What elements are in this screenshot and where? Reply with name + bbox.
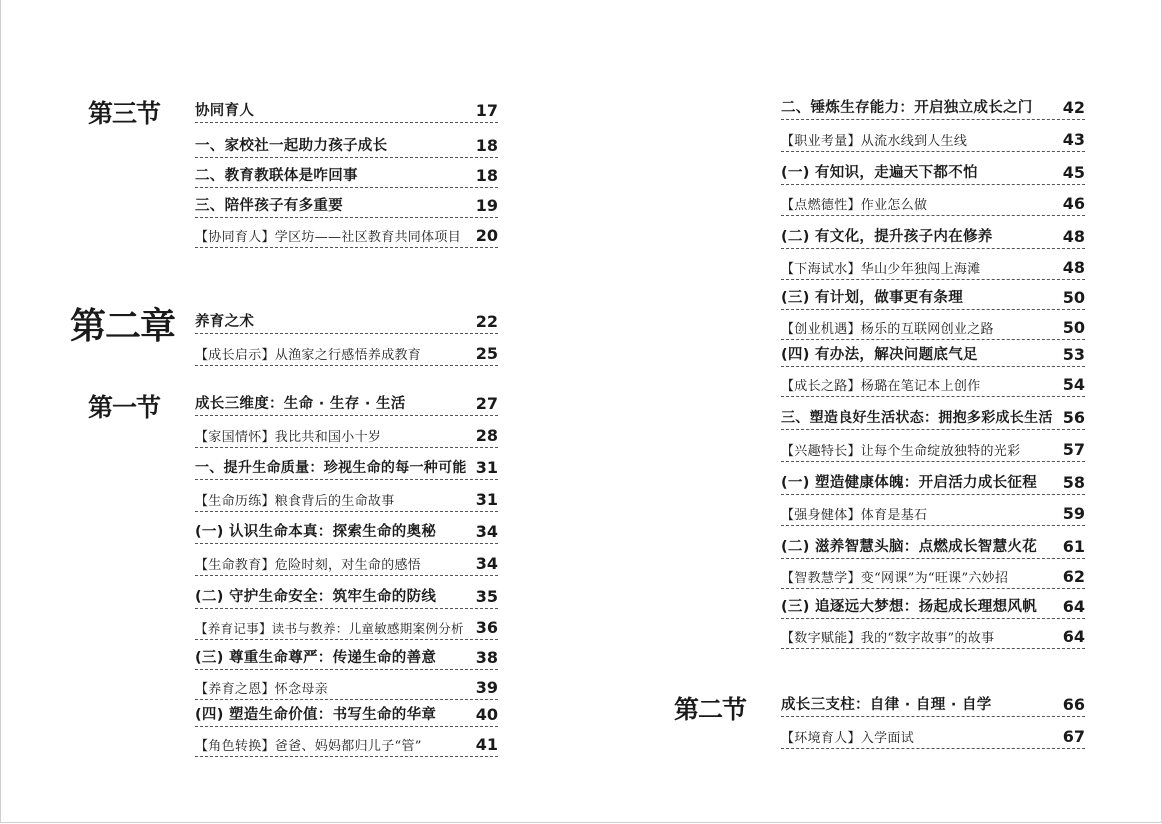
toc-entry-page: 25 xyxy=(475,344,498,363)
toc-entry[interactable] xyxy=(195,518,498,544)
toc-entry-page: 40 xyxy=(475,705,498,724)
toc-entry[interactable] xyxy=(195,308,498,334)
toc-entry[interactable] xyxy=(781,284,1085,310)
toc-entry-page: 67 xyxy=(1062,727,1085,746)
toc-entry[interactable] xyxy=(781,500,1085,526)
toc-entry-page: 54 xyxy=(1062,375,1085,394)
toc-entry-page: 34 xyxy=(475,554,498,573)
section-heading-3: 第三节 xyxy=(88,99,161,128)
toc-entry[interactable] xyxy=(781,563,1085,589)
toc-entry[interactable] xyxy=(195,644,498,670)
toc-entry-page: 39 xyxy=(475,678,498,697)
toc-entry[interactable] xyxy=(781,126,1085,152)
toc-entry[interactable] xyxy=(195,614,498,640)
toc-entry[interactable] xyxy=(195,701,498,727)
toc-entry-page: 38 xyxy=(475,648,498,667)
toc-entry-title: 三、陪伴孩子有多重要 xyxy=(195,198,343,214)
toc-entry[interactable] xyxy=(195,422,498,448)
toc-entry-title: (三) 追逐远大梦想：扬起成长理想风帆 xyxy=(781,599,1038,615)
toc-entry-page: 22 xyxy=(475,312,498,331)
toc-entry-title: (一) 有知识，走遍天下都不怕 xyxy=(781,165,978,181)
toc-entry-title: 二、教育教联体是咋回事 xyxy=(195,168,358,184)
toc-entry-title: 【成长启示】从渔家之行感悟养成教育 xyxy=(195,348,422,363)
toc-entry-title: (二) 守护生命安全：筑牢生命的防线 xyxy=(195,589,437,605)
toc-entry[interactable] xyxy=(195,222,498,248)
toc-entry-title: (三) 有计划，做事更有条理 xyxy=(781,290,964,306)
toc-entry-title: 【成长之路】杨璐在笔记本上创作 xyxy=(781,379,981,394)
toc-entry-title: 【数字赋能】我的“数字故事”的故事 xyxy=(781,631,995,646)
toc-entry-page: 28 xyxy=(475,426,498,445)
toc-entry-title: 协同育人 xyxy=(195,103,255,119)
toc-entry-page: 48 xyxy=(1062,227,1085,246)
toc-entry-page: 34 xyxy=(475,522,498,541)
toc-entry-page: 64 xyxy=(1062,597,1085,616)
toc-entry-page: 64 xyxy=(1062,627,1085,646)
toc-entry-title: 成长三维度：生命 · 生存 · 生活 xyxy=(195,396,406,412)
toc-entry-page: 27 xyxy=(475,394,498,413)
toc-entry[interactable] xyxy=(781,436,1085,462)
toc-entry-title: 【创业机遇】杨乐的互联网创业之路 xyxy=(781,322,994,337)
toc-entry-title: 【环境育人】入学面试 xyxy=(781,731,915,746)
toc-entry-title: (四) 有办法，解决问题底气足 xyxy=(781,347,978,363)
toc-entry-page: 43 xyxy=(1062,130,1085,149)
toc-entry-title: 【角色转换】爸爸、妈妈都归儿子“管” xyxy=(195,739,422,754)
toc-entry-title: 【智教慧学】变“网课”为“旺课”六妙招 xyxy=(781,571,1009,586)
toc-entry-page: 58 xyxy=(1062,473,1085,492)
toc-entry[interactable] xyxy=(781,723,1085,749)
toc-entry[interactable] xyxy=(195,132,498,158)
toc-entry[interactable] xyxy=(195,390,498,416)
toc-entry-title: 【生命教育】危险时刻，对生命的感悟 xyxy=(195,558,422,573)
toc-entry-page: 59 xyxy=(1062,504,1085,523)
toc-entry[interactable] xyxy=(195,583,498,609)
toc-entry-page: 36 xyxy=(475,618,498,637)
toc-entry[interactable] xyxy=(781,159,1085,185)
toc-entry[interactable] xyxy=(781,623,1085,649)
toc-entry-title: 【职业考量】从流水线到人生线 xyxy=(781,134,968,149)
toc-entry-title: 【养育记事】读书与教养：儿童敏感期案例分析 xyxy=(195,621,464,636)
toc-entry[interactable] xyxy=(195,731,498,757)
toc-entry-page: 20 xyxy=(475,226,498,245)
toc-entry-page: 46 xyxy=(1062,194,1085,213)
toc-entry-title: (四) 塑造生命价值：书写生命的华章 xyxy=(195,707,437,723)
toc-entry[interactable] xyxy=(195,192,498,218)
toc-entry-title: 三、塑造良好生活状态：拥抱多彩成长生活 xyxy=(781,410,1053,426)
toc-entry-title: (一) 认识生命本真：探索生命的奥秘 xyxy=(195,524,437,540)
toc-entry[interactable] xyxy=(781,533,1085,559)
toc-entry-page: 66 xyxy=(1062,695,1085,714)
toc-entry[interactable] xyxy=(195,162,498,188)
toc-entry-page: 41 xyxy=(475,735,498,754)
toc-entry[interactable] xyxy=(781,314,1085,340)
toc-entry[interactable] xyxy=(781,223,1085,249)
toc-entry-page: 50 xyxy=(1062,288,1085,307)
toc-entry-page: 48 xyxy=(1062,258,1085,277)
toc-entry-page: 19 xyxy=(475,196,498,215)
toc-entry-page: 31 xyxy=(475,458,498,477)
toc-entry-page: 42 xyxy=(1062,98,1085,117)
toc-entry-page: 45 xyxy=(1062,163,1085,182)
toc-entry-title: 【兴趣特长】让每个生命绽放独特的光彩 xyxy=(781,444,1021,459)
toc-entry-page: 61 xyxy=(1062,537,1085,556)
toc-entry[interactable] xyxy=(195,674,498,700)
toc-entry[interactable] xyxy=(195,97,498,123)
toc-entry-title: 一、提升生命质量：珍视生命的每一种可能 xyxy=(195,460,467,476)
toc-entry-title: 【养育之恩】怀念母亲 xyxy=(195,682,329,697)
toc-entry[interactable] xyxy=(195,486,498,512)
toc-entry-page: 18 xyxy=(475,166,498,185)
toc-entry-title: 养育之术 xyxy=(195,314,255,330)
toc-entry[interactable] xyxy=(781,404,1085,430)
toc-entry-title: 成长三支柱：自律 · 自理 · 自学 xyxy=(781,697,992,713)
toc-entry-title: 【生命历练】粮食背后的生命故事 xyxy=(195,494,395,509)
toc-entry-page: 50 xyxy=(1062,318,1085,337)
toc-entry-page: 18 xyxy=(475,136,498,155)
toc-entry-title: 【协同育人】学区坊——社区教育共同体项目 xyxy=(195,230,462,245)
toc-entry[interactable] xyxy=(195,550,498,576)
toc-entry[interactable] xyxy=(195,340,498,366)
toc-entry-title: 二、锤炼生存能力：开启独立成长之门 xyxy=(781,100,1033,116)
toc-entry-title: 【点燃德性】作业怎么做 xyxy=(781,198,928,213)
toc-entry-page: 17 xyxy=(475,101,498,120)
toc-entry-title: (二) 滋养智慧头脑：点燃成长智慧火花 xyxy=(781,539,1038,555)
toc-entry[interactable] xyxy=(781,469,1085,495)
toc-entry-page: 35 xyxy=(475,587,498,606)
toc-entry[interactable] xyxy=(781,341,1085,367)
toc-entry[interactable] xyxy=(781,593,1085,619)
toc-entry-page: 31 xyxy=(475,490,498,509)
section-heading-2: 第二节 xyxy=(674,695,747,724)
section-heading-1: 第一节 xyxy=(88,393,161,422)
toc-entry[interactable] xyxy=(781,94,1085,120)
toc-entry-page: 56 xyxy=(1062,408,1085,427)
toc-entry-page: 62 xyxy=(1062,567,1085,586)
toc-entry[interactable] xyxy=(781,190,1085,216)
toc-entry[interactable] xyxy=(195,454,498,480)
toc-entry-title: 【下海试水】华山少年独闯上海滩 xyxy=(781,262,981,277)
toc-entry-page: 57 xyxy=(1062,440,1085,459)
toc-entry-title: (一) 塑造健康体魄：开启活力成长征程 xyxy=(781,475,1038,491)
toc-entry[interactable] xyxy=(781,254,1085,280)
toc-entry-title: 一、家校社一起助力孩子成长 xyxy=(195,138,388,154)
toc-entry-title: 【家国情怀】我比共和国小十岁 xyxy=(195,430,382,445)
toc-entry[interactable] xyxy=(781,371,1085,397)
toc-entry[interactable] xyxy=(781,691,1085,717)
toc-entry-title: 【强身健体】体育是基石 xyxy=(781,508,928,523)
chapter-heading-2: 第二章 xyxy=(70,305,176,347)
toc-entry-title: (二) 有文化，提升孩子内在修养 xyxy=(781,229,993,245)
toc-entry-page: 53 xyxy=(1062,345,1085,364)
toc-entry-title: (三) 尊重生命尊严：传递生命的善意 xyxy=(195,650,437,666)
